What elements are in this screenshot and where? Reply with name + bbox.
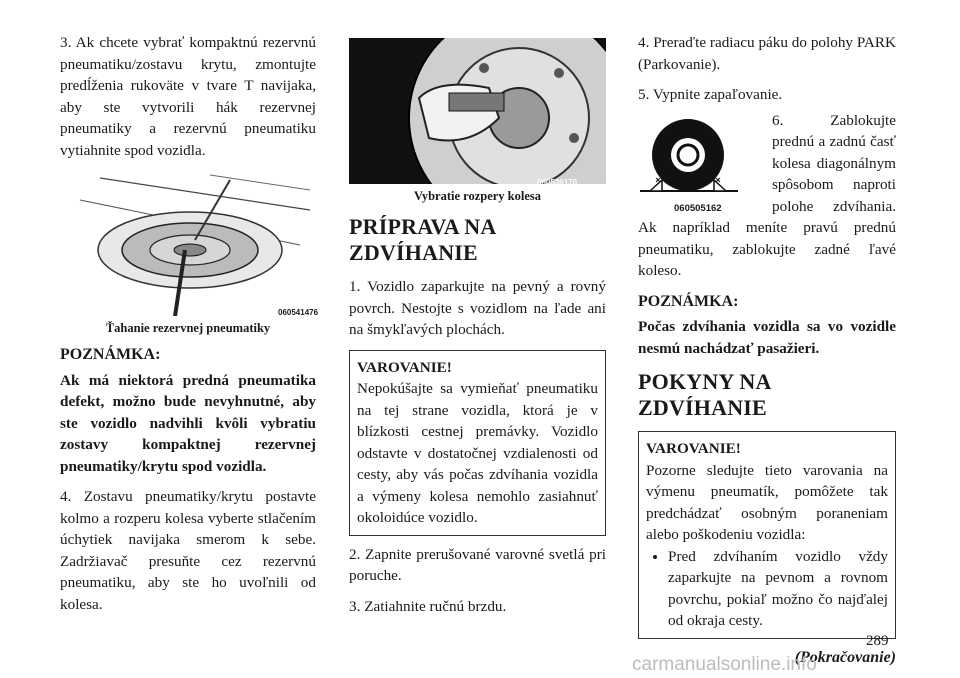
wheel-spacer-figure: [349, 38, 606, 187]
wheel-chock-figure: [638, 110, 766, 214]
column-left: [60, 32, 319, 624]
note-heading: POZNÁMKA:: [638, 292, 739, 310]
step-6-text: 6. Zablokujte prednú a zadnú časť kolesa diagonálnym spôsobom naproti polohe zdvíhania. Ak napríklad meníte pravú prednú pneumatiku, zablokujte zadné ľavé koleso.: [638, 111, 896, 279]
warning-title: VAROVANIE!: [357, 358, 452, 376]
figure-code: 060505162: [674, 202, 722, 214]
warning-box: [349, 350, 606, 536]
warning-text: Nepokúšajte sa vymieňať pneumatiku na tej strane vozidla, ktorá je v blízkosti cestnej premávky. Vozidlo odstavte v dostatočnej vzdialenosti od cesty, aby vás počas zdvíhania vozidla a výmeny kolesa nemohlo zasiahnuť okoloidúce vozidlo.: [357, 380, 598, 526]
wheel-chock-illustration: [638, 110, 766, 210]
page-number: 289: [866, 633, 889, 649]
warning-title: VAROVANIE!: [646, 440, 741, 457]
section-heading: PRÍPRAVA NA ZDVÍHANIE: [349, 214, 496, 265]
wheel-spacer-illustration: [349, 38, 606, 184]
watermark: carmanualsonline.info: [632, 654, 817, 675]
continued-label: (Pokračovanie): [794, 648, 896, 666]
warning-box: [638, 431, 896, 639]
figure-caption: Vybratie rozpery kolesa: [413, 189, 542, 203]
column-right: [638, 32, 896, 668]
section-heading: POKYNY NA ZDVÍHANIE: [638, 369, 771, 420]
warning-text: Pozorne sledujte tieto varovania na výmenu pneumatík, pomôžete tak predchádzať osobným poraneniam alebo poškodeniu vozidla:: [646, 461, 888, 543]
note-heading: POZNÁMKA:: [60, 346, 161, 363]
step-3-text: 3. Ak chcete vybrať kompaktnú rezervnú pneumatiku/zostavu krytu, zmontujte predĺženia rukoväte v tvare T navijaka, aby ste vytvorili hák rezervnej pneumatiky a rezervnú pneumatiku vytiahnite spod vozidla.: [60, 34, 316, 159]
step-2-text: 2. Zapnite prerušované varovné svetlá pri poruche.: [349, 545, 606, 584]
step-4-text: 4. Preraďte radiacu páku do polohy PARK (Parkovanie).: [638, 34, 896, 73]
step-1-text: 1. Vozidlo zaparkujte na pevný a rovný povrch. Nestojte s vozidlom na ľade ani na šmykľavých plochách.: [349, 278, 606, 338]
spare-tire-illustration: [60, 170, 316, 316]
figure-code: 060541476: [278, 308, 319, 317]
spare-tire-figure: [60, 170, 319, 317]
figure-caption: Ťahanie rezervnej pneumatiky: [105, 321, 271, 335]
warning-list: [646, 546, 888, 632]
step-3-text: 3. Zatiahnite ručnú brzdu.: [349, 597, 507, 615]
column-middle: [349, 38, 606, 626]
step-4-text: 4. Zostavu pneumatiky/krytu postavte kolmo a rozperu kolesa vyberte stlačením úchytiek navijaka smerom k sebe. Zadržiavač presuňte cez rezervnú pneumatiku, aby ste ho uvoľnili od kolesa.: [60, 488, 316, 613]
warning-bullet: • Pred zdvíhaním vozidlo vždy zaparkujte na pevnom a rovnom povrchu, pokiaľ možno čo najďalej od okraja cesty.: [668, 546, 888, 632]
note-text: Ak má niektorá predná pneumatika defekt, možno bude nevyhnutné, aby ste vozidlo nadvihli kvôli vybratiu zostavy kompaktnej rezervnej pneumatiky/krytu spod vozidla.: [60, 371, 316, 475]
step-5-text: 5. Vypnite zapaľovanie.: [638, 86, 783, 103]
figure-code: 060536170: [537, 178, 578, 187]
note-text: Počas zdvíhania vozidla sa vo vozidle nesmú nachádzať pasažieri.: [638, 318, 896, 357]
